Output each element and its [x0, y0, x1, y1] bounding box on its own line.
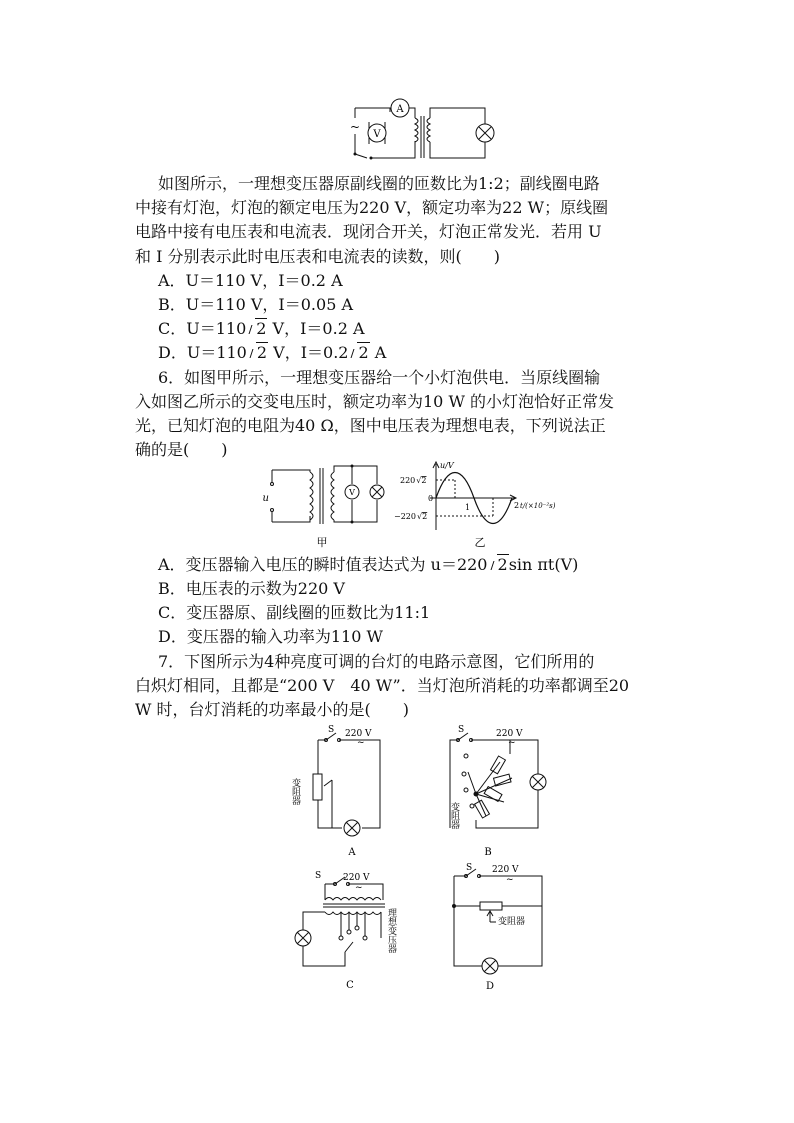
voltage-label: 220 V — [345, 729, 372, 739]
q5-option-c-suffix: V，I＝0.2 A — [267, 319, 365, 338]
q6-option-a — [158, 553, 578, 577]
figure-label-b: B — [484, 847, 492, 858]
q5-option-d-sqrt-2: 2 — [358, 343, 369, 362]
q5-option-d — [158, 341, 386, 365]
q6-figure-jia — [262, 460, 387, 550]
voltmeter-label: V — [373, 129, 381, 140]
y-axis-label: u/V — [440, 461, 454, 470]
voltage-label: 220 V — [492, 865, 519, 875]
voltage-label: 220 V — [343, 873, 370, 883]
q7-stem-line-2: 白炽灯相同，且都是“200 V 40 W”．当灯泡所消耗的功率都调至20 — [135, 676, 630, 695]
q5-stem-line-3: 电路中接有电压表和电流表．现闭合开关，灯泡正常发光．若用 U — [135, 222, 602, 241]
q6-option-a-prefix: A．变压器输入电压的瞬时值表达式为 u＝220 — [158, 555, 488, 574]
q5-stem-line-2: 中接有灯泡，灯泡的额定电压为220 V，额定功率为22 W；原线圈 — [135, 198, 609, 217]
y-tick-zero: 0 — [428, 494, 434, 503]
switch-label: S — [328, 725, 335, 735]
y-tick-negative: −220√2 — [394, 512, 428, 521]
ac-symbol: ~ — [357, 738, 365, 748]
q6-stem-line-1: 6．如图甲所示，一理想变压器给一个小灯泡供电．当原线圈输 — [158, 368, 601, 387]
figure-label-jia: 甲 — [316, 536, 328, 549]
ac-symbol: ~ — [506, 875, 514, 885]
switch-label: S — [466, 863, 473, 873]
q5-option-d-sqrt: 2 — [256, 343, 268, 362]
q7-circuit-a — [290, 722, 400, 862]
q5-option-c-sqrt: 2 — [256, 319, 267, 338]
x-tick-2: 2 — [514, 501, 520, 510]
q7-stem-line-3: W 时，台灯消耗的功率最小的是( ) — [135, 700, 410, 719]
q5-option-c-prefix: C．U＝110 — [158, 319, 247, 338]
ac-symbol: ~ — [508, 738, 516, 748]
switch-label: S — [458, 725, 465, 735]
q5-option-b: B．U＝110 V，I＝0.05 A — [158, 295, 354, 314]
y-tick-positive: 220√2 — [400, 476, 427, 485]
q7-stem-line-1: 7．下图所示为4种亮度可调的台灯的电路示意图，它们所用的 — [158, 652, 595, 671]
q6-option-a-suffix: sin πt(V) — [508, 555, 579, 574]
figure-label-d: D — [485, 981, 495, 992]
q6-stem-line-3: 光，已知灯泡的电阻为40 Ω，图中电压表为理想电表，下列说法正 — [135, 416, 606, 435]
voltmeter-label: V — [349, 488, 355, 497]
rheostat-label: 变阻器 — [498, 917, 526, 927]
q7-circuit-d — [440, 862, 550, 994]
q5-option-d-suffix: A — [369, 343, 387, 362]
q5-stem-line-4: 和 I 分别表示此时电压表和电流表的读数，则( ) — [135, 247, 500, 266]
rheostat-label: 变阻器 — [449, 802, 459, 829]
sqrt-symbol — [348, 341, 369, 365]
sqrt-symbol — [247, 341, 268, 365]
figure-label-yi: 乙 — [474, 536, 486, 549]
q6-option-a-sqrt: 2 — [497, 555, 508, 574]
input-voltage-label: u — [262, 493, 269, 504]
sqrt-symbol — [488, 553, 509, 577]
q5-option-c — [158, 317, 365, 341]
q5-option-d-middle: V，I＝0.2 — [268, 343, 349, 362]
voltage-label: 220 V — [496, 729, 523, 739]
q6-option-c: C．变压器原、副线圈的匝数比为11:1 — [158, 603, 431, 622]
rheostat-label: 变阻器 — [290, 778, 300, 805]
q5-option-d-prefix: D．U＝110 — [158, 343, 247, 362]
q5-circuit-figure — [345, 96, 495, 170]
figure-label-a: A — [348, 847, 356, 858]
ac-source-symbol: ~ — [349, 120, 361, 134]
transformer-label: 理想变压器 — [386, 908, 396, 953]
figure-label-c: C — [346, 980, 354, 991]
q6-option-b: B．电压表的示数为220 V — [158, 579, 345, 598]
q6-figure-yi — [392, 458, 572, 550]
q6-stem-line-2: 入如图乙所示的交变电压时，额定功率为10 W 的小灯泡恰好正常发 — [135, 392, 614, 411]
x-axis-label: t/(×10⁻²s) — [520, 502, 556, 510]
q7-circuit-b — [440, 722, 550, 862]
ac-symbol: ~ — [355, 883, 363, 893]
ammeter-label: A — [396, 104, 404, 115]
q7-circuit-c — [285, 866, 415, 994]
sqrt-symbol — [246, 317, 267, 341]
q5-option-a: A．U＝110 V，I＝0.2 A — [158, 271, 343, 290]
q6-option-d: D．变压器的输入功率为110 W — [158, 627, 383, 646]
q5-stem-line-1: 如图所示，一理想变压器原副线圈的匝数比为1:2；副线圈电路 — [158, 174, 600, 193]
switch-label: S — [315, 871, 322, 881]
x-tick-1: 1 — [465, 503, 471, 512]
q6-stem-line-4: 确的是( ) — [135, 440, 228, 459]
